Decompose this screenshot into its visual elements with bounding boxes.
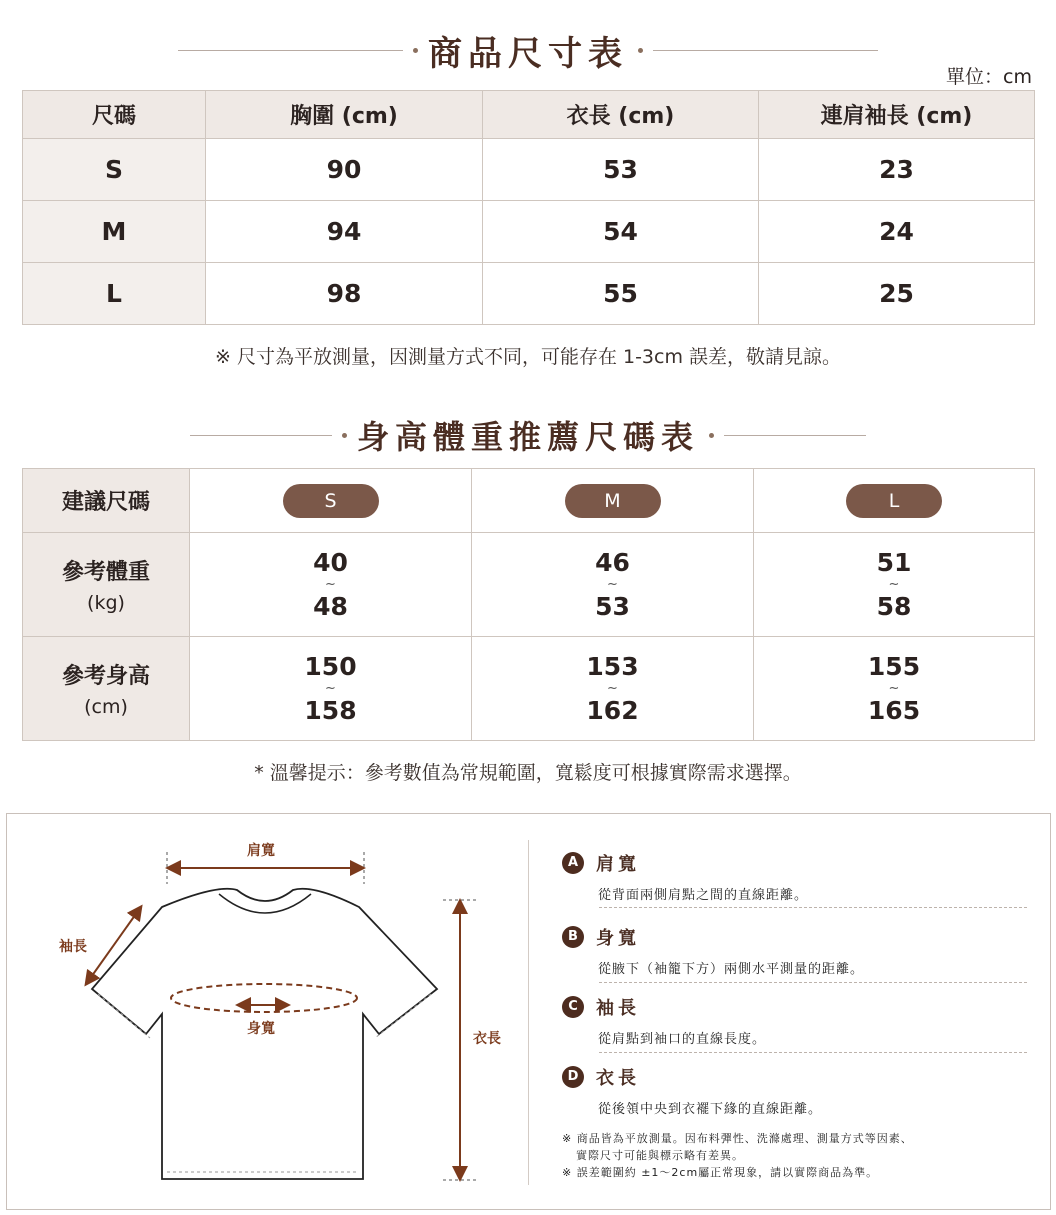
legend-separator: [599, 1052, 1027, 1053]
fine-print-line: ※ 商品皆為平放測量。因布料彈性、洗滌處理、測量方式等因素、: [562, 1132, 913, 1145]
range-tilde: ~: [325, 680, 336, 696]
weight-min: 51: [876, 547, 912, 577]
range-tilde: ~: [607, 680, 618, 696]
legend-title: 衣長: [596, 1068, 640, 1089]
length-cell: 53: [483, 139, 759, 201]
title-dot: [709, 433, 714, 438]
weight-max: 53: [595, 591, 630, 621]
weight-range: [472, 533, 754, 637]
range-tilde: ~: [888, 576, 900, 592]
table-row: [23, 469, 1035, 533]
legend-divider: [528, 840, 529, 1185]
row-label-height: [23, 637, 190, 741]
size-chart-title-row: [0, 26, 1056, 75]
weight-min: 40: [313, 547, 348, 577]
legend-desc: 從後領中央到衣襬下緣的直線距離。: [598, 1102, 823, 1117]
weight-max: 48: [313, 591, 348, 621]
range-tilde: ~: [888, 680, 900, 696]
range-tilde: ~: [607, 576, 618, 592]
legend-item-c: [562, 994, 766, 1047]
sleeve-cell: 23: [759, 139, 1035, 201]
tshirt-illustration: [7, 814, 527, 1209]
legend-separator: [599, 982, 1027, 983]
weight-unit: (kg): [87, 592, 125, 614]
height-max: 165: [867, 695, 921, 725]
table-row: [23, 533, 1035, 637]
size-cell: L: [23, 263, 206, 325]
height-max: 158: [304, 695, 357, 725]
table-row: [23, 139, 1035, 201]
legend-desc: 從腋下（袖籠下方）兩側水平測量的距離。: [598, 962, 865, 977]
title-dot: [413, 48, 418, 53]
legend-item-b: [562, 924, 864, 977]
height-label: 參考身高: [61, 664, 150, 689]
sleeve-cell: 25: [759, 263, 1035, 325]
chest-cell: 94: [206, 201, 483, 263]
recommend-chart-title: 身高體重推薦尺碼表: [356, 418, 699, 456]
height-max: 162: [586, 695, 639, 725]
recommend-title-row: [0, 412, 1056, 458]
measurement-diagram: [6, 813, 1051, 1210]
length-label: 衣長: [473, 1031, 501, 1047]
legend-separator: [599, 907, 1027, 908]
height-range: [190, 637, 472, 741]
badge-b: B: [562, 926, 584, 948]
table-row: [23, 201, 1035, 263]
sleeve-cell: 24: [759, 201, 1035, 263]
size-cell: S: [23, 139, 206, 201]
shoulder-label: 肩寬: [247, 843, 275, 859]
title-divider-right: [724, 435, 866, 436]
legend-desc: 從背面兩側肩點之間的直線距離。: [598, 888, 809, 903]
weight-range: [754, 533, 1035, 637]
title-dot: [342, 433, 347, 438]
legend-item-d: [562, 1064, 822, 1117]
badge-a: A: [562, 852, 584, 874]
body-label: 身寬: [247, 1021, 275, 1037]
title-divider-left: [190, 435, 332, 436]
weight-range: [190, 533, 472, 637]
size-pill: L: [846, 484, 942, 518]
weight-min: 46: [595, 547, 630, 577]
length-cell: 54: [483, 201, 759, 263]
size-cell: M: [23, 201, 206, 263]
height-min: 150: [304, 651, 357, 681]
recommend-chart-note: * 溫馨提示：參考數值為常規範圍，寬鬆度可根據實際需求選擇。: [254, 762, 802, 784]
row-label-size: 建議尺碼: [23, 469, 190, 533]
weight-max: 58: [876, 591, 912, 621]
recommend-table: [22, 468, 1035, 741]
size-chart-title: 商品尺寸表: [428, 34, 628, 74]
unit-label: 單位：cm: [946, 66, 1032, 88]
legend-title: 身寬: [596, 928, 640, 949]
size-chart-note: ※ 尺寸為平放測量，因測量方式不同，可能存在 1-3cm 誤差，敬請見諒。: [214, 346, 842, 368]
height-range: [754, 637, 1035, 741]
chest-cell: 98: [206, 263, 483, 325]
header-sleeve: 連肩袖長 (cm): [759, 91, 1035, 139]
badge-d: D: [562, 1066, 584, 1088]
header-size: 尺碼: [23, 91, 206, 139]
table-row: [23, 263, 1035, 325]
height-min: 155: [867, 651, 921, 681]
size-pill: M: [565, 484, 661, 518]
length-cell: 55: [483, 263, 759, 325]
legend-item-a: [562, 850, 808, 903]
weight-label: 參考體重: [61, 560, 150, 585]
title-divider-left: [178, 50, 403, 51]
size-pill-cell: [472, 469, 754, 533]
sleeve-label: 袖長: [59, 939, 87, 955]
row-label-weight: [23, 533, 190, 637]
height-unit: (cm): [84, 696, 128, 718]
title-dot: [638, 48, 643, 53]
fine-print-line: ※ 誤差範圍約 ±1～2cm屬正常現象，請以實際商品為準。: [562, 1166, 879, 1179]
size-pill-cell: [190, 469, 472, 533]
size-table-header: [23, 91, 1035, 139]
header-length: 衣長 (cm): [483, 91, 759, 139]
range-tilde: ~: [325, 576, 336, 592]
size-table: [22, 90, 1035, 325]
legend-title: 袖長: [596, 998, 640, 1019]
size-pill-cell: [754, 469, 1035, 533]
table-row: [23, 637, 1035, 741]
fine-print-line: 實際尺寸可能與標示略有差異。: [576, 1149, 744, 1162]
legend-desc: 從肩點到袖口的直線長度。: [598, 1032, 767, 1047]
badge-c: C: [562, 996, 584, 1018]
legend-title: 肩寬: [596, 854, 640, 875]
height-range: [472, 637, 754, 741]
header-chest: 胸圍 (cm): [206, 91, 483, 139]
height-min: 153: [586, 651, 639, 681]
chest-cell: 90: [206, 139, 483, 201]
size-pill: S: [283, 484, 379, 518]
title-divider-right: [653, 50, 878, 51]
fine-print: [562, 1130, 913, 1181]
